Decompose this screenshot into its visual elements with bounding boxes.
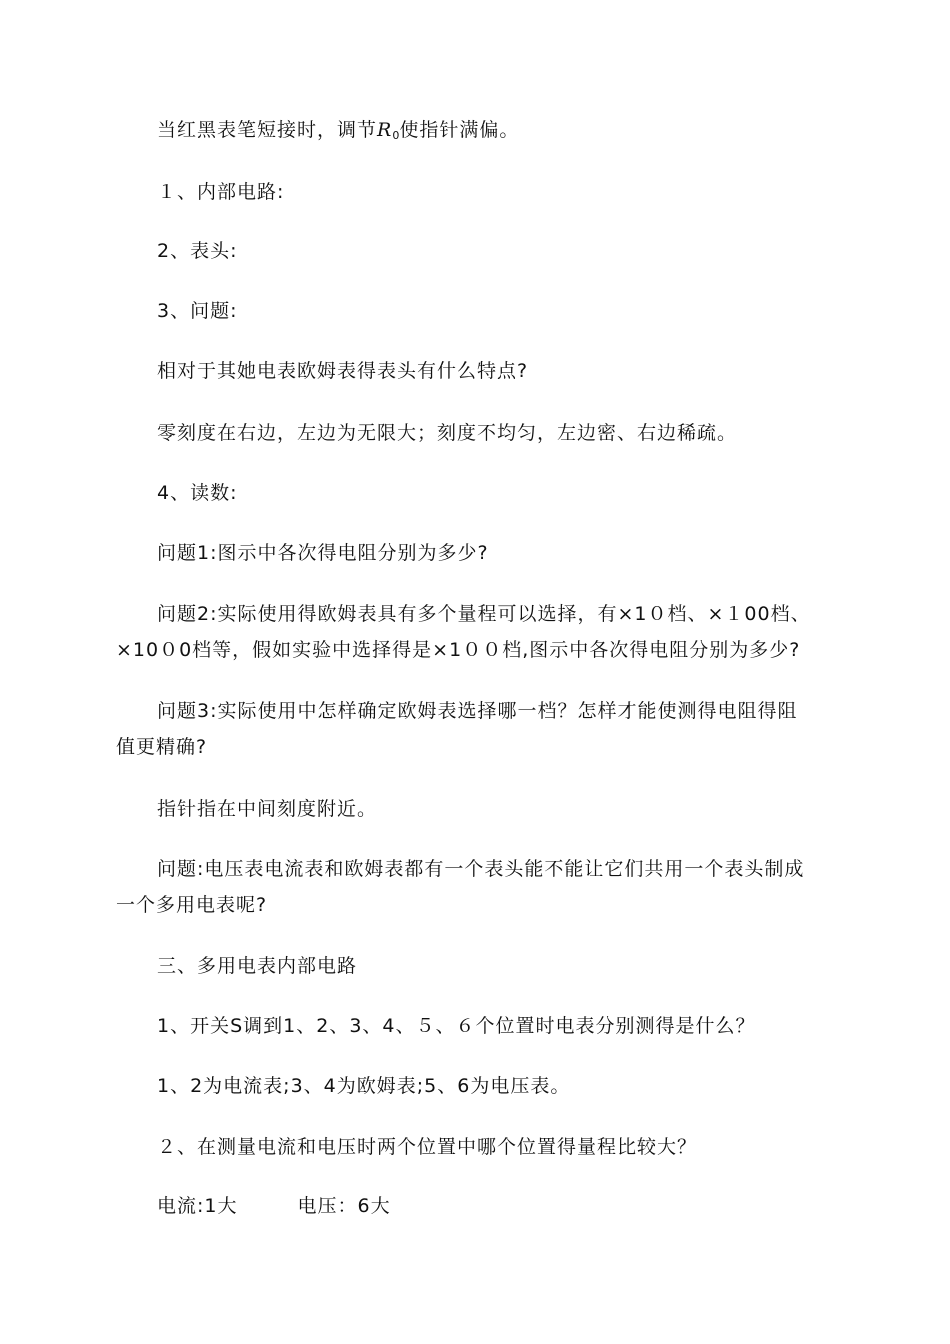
zero-adjust-sentence xyxy=(157,116,519,150)
range-question: ２、在测量电流和电压时两个位置中哪个位置得量程比较大？ xyxy=(157,1136,698,1158)
section-heading-meter-head: 2、表头: xyxy=(157,240,238,262)
section-heading-question: 3、问题: xyxy=(157,300,238,322)
question-line-2: 一个多用电表呢? xyxy=(116,894,268,916)
resistor-symbol: R xyxy=(377,119,393,141)
text-segment: 当红黑表笔短接时，调节 xyxy=(157,119,378,141)
text-segment: 使指针满偏。 xyxy=(399,119,520,141)
section-heading-internal-circuit: １、内部电路: xyxy=(157,181,285,203)
question-line-1: 问题:电压表电流表和欧姆表都有一个表头能不能让它们共用一个表头制成 xyxy=(157,858,805,880)
range-answer: 电流:1大 电压：6大 xyxy=(157,1195,391,1217)
switch-answer: 1、2为电流表;3、4为欧姆表;5、6为电压表。 xyxy=(157,1075,571,1097)
switch-question: 1、开关S调到1、2、3、4、５、６个位置时电表分别测得是什么？ xyxy=(157,1015,756,1037)
question-text: 相对于其她电表欧姆表得表头有什么特点? xyxy=(157,360,529,382)
resistor-subscript: 0 xyxy=(392,129,400,142)
question-1: 问题1:图示中各次得电阻分别为多少? xyxy=(157,542,489,564)
question-3-line-1: 问题3:实际使用中怎样确定欧姆表选择哪一档？怎样才能使测得电阻得阻 xyxy=(157,700,798,722)
question-2-line-2: ×10０0档等，假如实验中选择得是×1００档,图示中各次得电阻分别为多少? xyxy=(116,639,801,661)
answer-text: 零刻度在右边，左边为无限大；刻度不均匀，左边密、右边稀疏。 xyxy=(157,422,738,444)
answer-text: 指针指在中间刻度附近。 xyxy=(157,798,378,820)
section-heading-reading: 4、读数: xyxy=(157,482,238,504)
section-heading-multimeter-circuit: 三、多用电表内部电路 xyxy=(157,955,358,977)
question-2-line-1: 问题2:实际使用得欧姆表具有多个量程可以选择，有×1０档、×１00档、 xyxy=(157,603,811,625)
question-3-line-2: 值更精确? xyxy=(116,736,208,758)
